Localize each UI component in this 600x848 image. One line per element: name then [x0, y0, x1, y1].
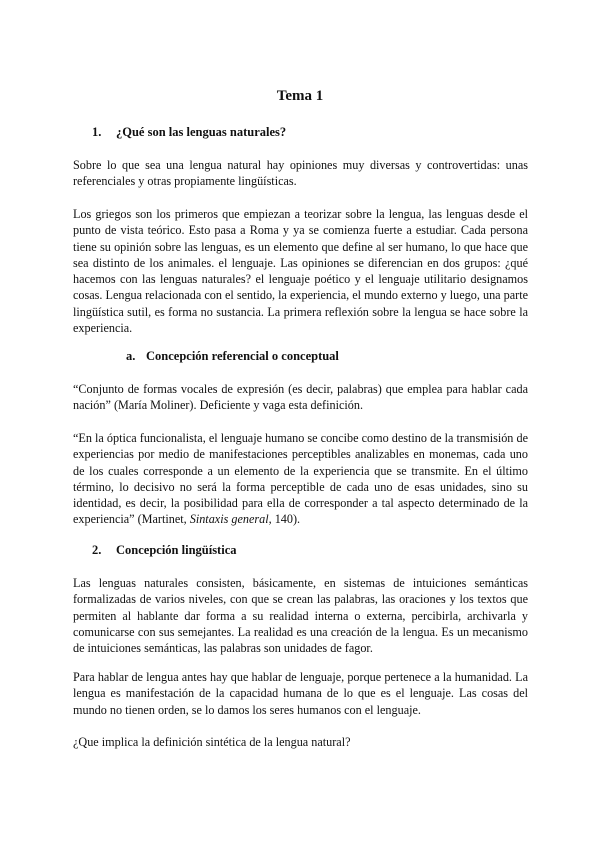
section-number: 1.: [92, 125, 102, 139]
paragraph-3: “Conjunto de formas vocales de expresión (es decir, palabras) que emplea para hablar cada nación” (María Moliner). Deficiente y vaga esta definición.: [73, 382, 528, 413]
subsection-heading-a: [126, 349, 339, 364]
quote-text: “En la óptica funcionalista, el lenguaje humano se concibe como destino de la transmisión de experiencias por medio de manifestaciones perceptibles analizables en monemas, cada uno de los cuales corresponde a un elemento de la experiencia que se transmite. En el último término, lo decisivo no será la forma perceptible de cada uno de esas unidades, sino su identidad, es decir, la posibilidad para ella de corresponder a tal aspecto determinado de la experiencia” (Martinet,: [73, 431, 528, 527]
paragraph-7: ¿Que implica la definición sintética de la lengua natural?: [73, 735, 351, 749]
paragraph-5: Las lenguas naturales consisten, básicamente, en sistemas de intuiciones semánticas formalizadas de varios niveles, con que se crean las palabras, las oraciones y los textos que permiten al hablante dar forma a su realidad interna o externa, percibirla, archivarla y comunicarse con sus semejantes. La realidad es una creación de la lengua. Es un mecanismo de intuiciones semánticas, las palabras son unidades de fagor.: [73, 576, 528, 656]
paragraph-1: Sobre lo que sea una lengua natural hay opiniones muy diversas y controvertidas: unas referenciales y otras propiamente lingüísticas.: [73, 158, 528, 189]
section-heading-1: [92, 125, 286, 140]
citation-title: Sintaxis general,: [189, 512, 272, 527]
subsection-title: Concepción referencial o conceptual: [146, 349, 339, 363]
subsection-number: a.: [126, 349, 136, 363]
page-title: Tema 1: [276, 88, 324, 104]
paragraph-2: Los griegos son los primeros que empiezan a teorizar sobre la lengua, las lenguas desde el punto de vista teórico. Esto pasa a Roma y ya se comienza fuerte a estudiar. Cada persona tiene su opinión sobre las lenguas, es un elemento que define al ser humano, lo que hace que sea distinto de los animales. el lenguaje. Las opiniones se diferencian en dos grupos: ¿qué hacemos con las lenguas naturales? el lenguaje poético y el lenguaje utilitario designamos cosas. Lengua relacionada con el sentido, la experiencia, el mundo externo y luego, una parte lingüística sutil, es forma no sustancia. La primera reflexión sobre la lengua se hace sobre la experiencia.: [73, 207, 528, 336]
section-title: Concepción lingüística: [116, 543, 237, 557]
citation-page: 140).: [271, 512, 301, 527]
section-heading-2: [92, 543, 237, 558]
paragraph-6: Para hablar de lengua antes hay que hablar de lenguaje, porque pertenece a la humanidad. La lengua es manifestación de la capacidad humana de lo que es el lenguaje. Las cosas del mundo no tienen orden, se lo damos los seres humanos con el lenguaje.: [73, 670, 528, 717]
section-title: ¿Qué son las lenguas naturales?: [116, 125, 287, 139]
section-number: 2.: [92, 543, 102, 557]
paragraph-4-quote: [73, 430, 528, 528]
